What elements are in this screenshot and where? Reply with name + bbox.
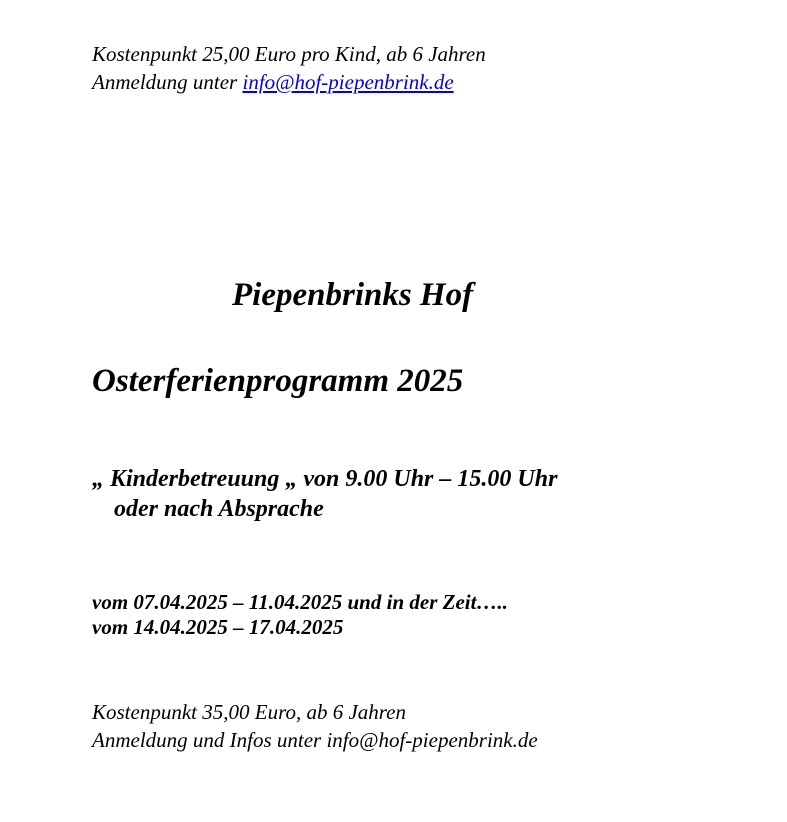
date-range-line-2: vom 14.04.2025 – 17.04.2025: [92, 615, 344, 639]
date-range-line-1: vom 07.04.2025 – 11.04.2025 und in der Zeit…..: [92, 590, 508, 614]
care-hours-line: „ Kinderbetreuung „ von 9.00 Uhr – 15.00 Uhr: [92, 466, 558, 492]
registration-line-top: [92, 68, 454, 96]
program-title-heading: Osterferienprogramm 2025: [92, 363, 464, 399]
cost-line-top: Kostenpunkt 25,00 Euro pro Kind, ab 6 Jahren: [92, 42, 486, 66]
registration-line-bottom: Anmeldung und Infos unter info@hof-piepenbrink.de: [92, 728, 538, 752]
farm-name-heading: Piepenbrinks Hof: [232, 277, 474, 313]
email-link[interactable]: info@hof-piepenbrink.de: [242, 70, 454, 94]
care-arrangement-line: oder nach Absprache: [114, 496, 324, 522]
registration-prefix: Anmeldung unter: [92, 70, 243, 94]
cost-line-bottom: Kostenpunkt 35,00 Euro, ab 6 Jahren: [92, 700, 406, 724]
